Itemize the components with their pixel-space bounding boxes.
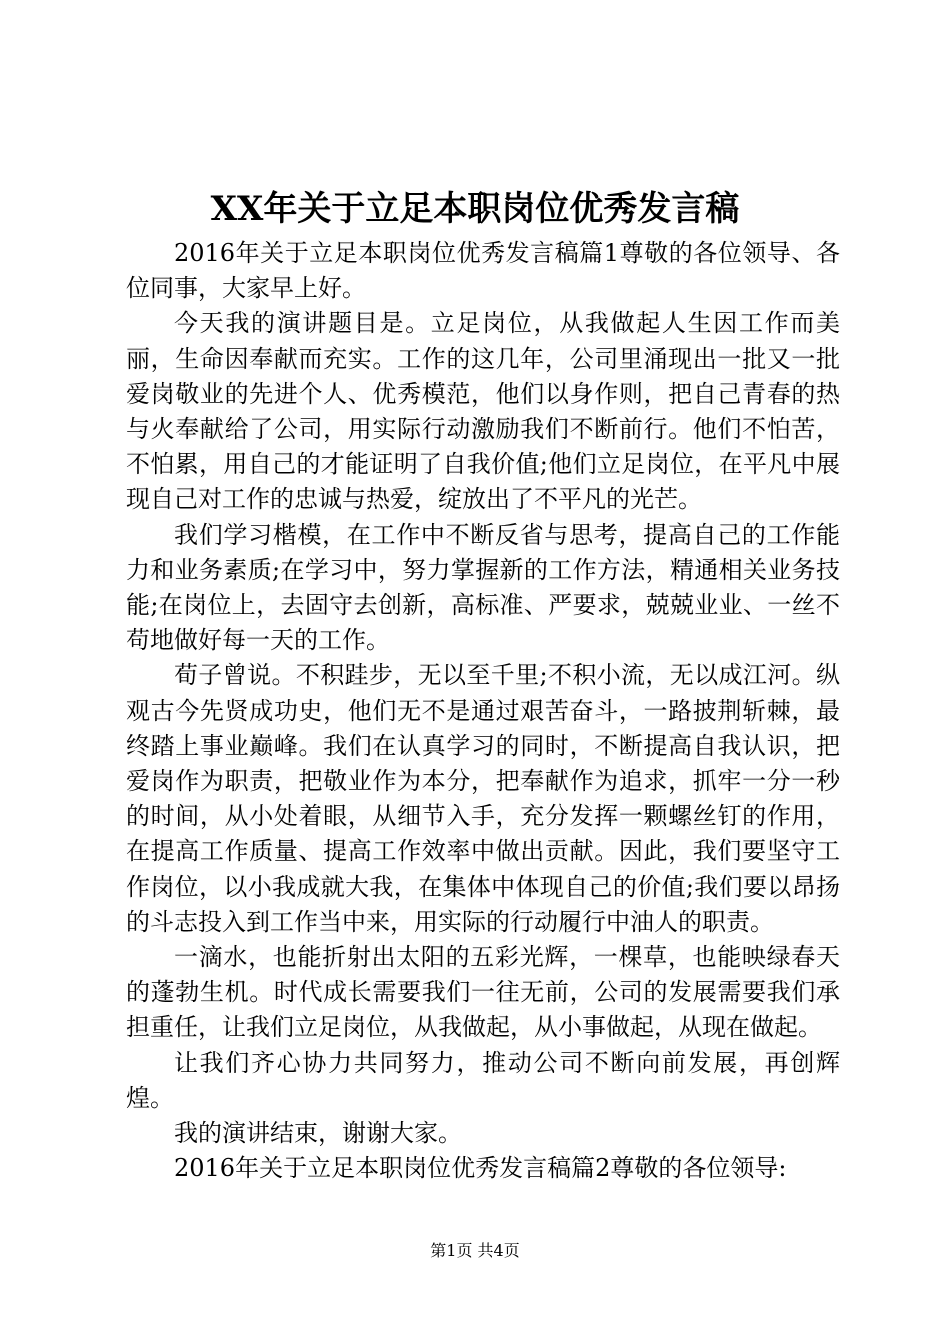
paragraph: 我的演讲结束，谢谢大家。 <box>174 1119 462 1148</box>
paragraph: 2016年关于立足本职岗位优秀发言稿篇2尊敬的各位领导: <box>174 1154 787 1183</box>
paragraph: 今天我的演讲题目是。立足岗位，从我做起人生因工作而美丽，生命因奉献而充实。工作的这几年，公司里涌现出一批又一批爱岗敬业的先进个人、优秀模范，他们以身作则，把自己青春的热与火奉献给了公司，用实际行动激励我们不断前行。他们不怕苦，不怕累，用自己的才能证明了自我价值;他们立足岗位，在平凡中展现自己对工作的忠诚与热爱，绽放出了不平凡的光芒。 <box>126 309 840 514</box>
paragraph: 我们学习楷模，在工作中不断反省与思考，提高自己的工作能力和业务素质;在学习中，努力掌握新的工作方法，精通相关业务技能;在岗位上，去固守去创新，高标准、严要求，兢兢业业、一丝不苟地做好每一天的工作。 <box>126 520 840 655</box>
paragraph: 一滴水，也能折射出太阳的五彩光辉，一棵草，也能映绿春天的蓬勃生机。时代成长需要我们一往无前，公司的发展需要我们承担重任，让我们立足岗位，从我做起，从小事做起，从现在做起。 <box>126 943 840 1042</box>
paragraph: 让我们齐心协力共同努力，推动公司不断向前发展，再创辉煌。 <box>126 1048 840 1112</box>
page-footer: 第1页 共4页 <box>430 1241 520 1260</box>
document-body <box>126 236 840 1186</box>
document-title: XX年关于立足本职岗位优秀发言稿 <box>210 189 740 229</box>
paragraph: 2016年关于立足本职岗位优秀发言稿篇1尊敬的各位领导、各位同事，大家早上好。 <box>126 239 840 303</box>
paragraph: 荀子曾说。不积跬步，无以至千里;不积小流，无以成江河。纵观古今先贤成功史，他们无不是通过艰苦奋斗，一路披荆斩棘，最终踏上事业巅峰。我们在认真学习的同时，不断提高自我认识，把爱岗作为职责，把敬业作为本分，把奉献作为追求，抓牢一分一秒的时间，从小处着眼，从细节入手，充分发挥一颗螺丝钉的作用，在提高工作质量、提高工作效率中做出贡献。因此，我们要坚守工作岗位，以小我成就大我，在集体中体现自己的价值;我们要以昂扬的斗志投入到工作当中来，用实际的行动履行中油人的职责。 <box>126 661 840 936</box>
